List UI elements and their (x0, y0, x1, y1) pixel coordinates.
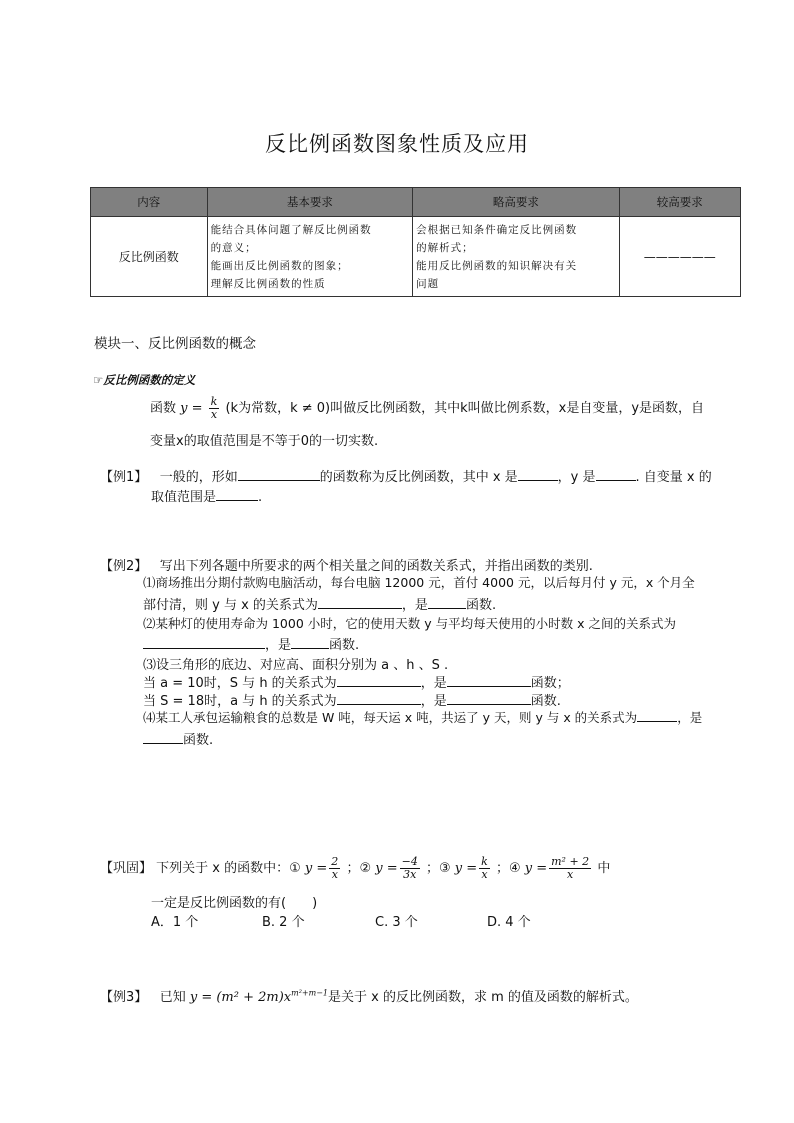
answer-blank[interactable] (143, 731, 183, 744)
definition-heading: ☞反比例函数的定义 (93, 373, 196, 387)
example-2-text: 函数. (465, 598, 497, 613)
fraction-denominator: x (481, 868, 488, 881)
example-2-q4-line-2 (143, 729, 213, 748)
answer-blank[interactable] (318, 596, 402, 609)
example-2-label: 【例2】 (100, 559, 148, 574)
example-3-label: 【例3】 (100, 990, 148, 1005)
example-1-text: 的函数称为反比例函数，其中 x 是 (319, 470, 518, 485)
example-2-text: 函数； (530, 676, 570, 691)
table-header-basic: 基本要求 (207, 188, 413, 217)
option-a[interactable]: A．1 个 (151, 915, 199, 930)
example-1-line-2 (151, 486, 262, 505)
answer-blank[interactable] (447, 692, 531, 705)
formula-option-1 (329, 856, 340, 881)
consolidate-text: ；④ (495, 861, 521, 876)
formula-expression: y = (m² + 2m)x (189, 990, 292, 1005)
answer-blank[interactable] (596, 468, 636, 481)
example-1-text: . 自变量 x 的 (635, 470, 712, 485)
example-1-text: . (258, 490, 263, 505)
answer-blank[interactable] (637, 709, 677, 722)
formula-y: y = (375, 861, 398, 876)
definition-text: (k为常数，k ≠ 0)叫做反比例函数，其中k叫做比例系数，x是自变量，y是函数，自 (225, 401, 705, 416)
table-header-row (91, 188, 741, 217)
fraction-numerator: k (481, 855, 488, 868)
example-3-text: 已知 (159, 990, 186, 1005)
answer-blank[interactable] (337, 692, 421, 705)
table-cell-line: 问题 (416, 277, 440, 290)
consolidate-label: 【巩固】 (100, 861, 153, 876)
formula-exponent: m²+m−1 (291, 988, 328, 998)
example-1-line-1 (100, 466, 712, 485)
option-d[interactable]: D. 4 个 (487, 915, 531, 930)
example-2-text: 函数. (329, 638, 360, 653)
answer-blank[interactable] (518, 468, 558, 481)
answer-blank[interactable] (291, 636, 329, 649)
definition-text: 函数 (150, 401, 177, 416)
example-2-text: 写出下列各题中所要求的两个相关量之间的函数关系式，并指出函数的类别. (159, 559, 593, 574)
example-2-text: ，是 (677, 710, 703, 725)
example-2-q1-line-1: ⑴商场推出分期付款购电脑活动，每台电脑 12000 元，首付 4000 元，以后每月付 y 元，x 个月全 (143, 575, 695, 590)
consolidate-text: 下列关于 x 的函数中：① (156, 861, 301, 876)
fraction-numerator: m² + 2 (551, 855, 590, 868)
example-2-text: ，是 (401, 598, 428, 613)
example-2-q1-line-2 (143, 594, 496, 613)
example-2-text: ，是 (265, 638, 292, 653)
option-c[interactable]: C. 3 个 (375, 915, 418, 930)
answer-blank[interactable] (143, 636, 265, 649)
table-cell-higher (413, 217, 619, 297)
example-2-q3: ⑶设三角形的底边、对应高、面积分别为 a 、h 、S . (143, 658, 449, 673)
table-cell-line: 会根据已知条件确定反比例函数 (416, 223, 578, 236)
example-3-text: 是关于 x 的反比例函数，求 m 的值及函数的解析式。 (328, 990, 638, 1005)
table-cell-content: 反比例函数 (91, 217, 208, 297)
consolidate-text: ；② (346, 861, 372, 876)
example-2-intro (100, 555, 593, 574)
example-2-text: ⑷某工人承包运输粮食的总数是 W 吨，每天运 x 吨，共运了 y 天，则 y 与 x 的关系式为 (143, 710, 638, 725)
answer-blank[interactable] (216, 488, 258, 501)
formula-option-2 (400, 856, 420, 881)
formula-option-3 (479, 856, 490, 881)
page-title: 反比例函数图象性质及应用 (265, 132, 529, 156)
definition-line-2: 变量x的取值范围是不等于0的一切实数. (150, 434, 379, 449)
example-1-label: 【例1】 (100, 470, 148, 485)
table-cell-line: 的意义； (210, 241, 257, 254)
formula-y: y = (180, 401, 203, 416)
formula-y: y = (454, 861, 478, 876)
example-2-q3-line-b (143, 690, 561, 709)
table-header-highest: 较高要求 (619, 188, 740, 217)
example-2-text: 当 S = 18时，a 与 h 的关系式为 (143, 694, 337, 709)
table-cell-line: 能画出反比例函数的图象； (210, 259, 349, 272)
module1-title: 模块一、反比例函数的概念 (94, 336, 256, 352)
option-b[interactable]: B. 2 个 (262, 915, 305, 930)
example-2-text: 函数. (530, 694, 561, 709)
table-header-content: 内容 (91, 188, 208, 217)
formula-y: y = (524, 861, 548, 876)
answer-blank[interactable] (447, 674, 531, 687)
table-cell-line: 能结合具体问题了解反比例函数 (210, 223, 372, 236)
consolidate-line-2: 一定是反比例函数的有( ) (151, 896, 318, 911)
consolidate-line-1 (100, 856, 610, 881)
example-2-text: ，是 (420, 676, 447, 691)
example-2-q2-line-2 (143, 634, 359, 653)
example-2-q4-line-1 (143, 708, 702, 726)
formula-y: y = (304, 861, 328, 876)
example-2-text: 函数. (183, 733, 214, 748)
table-cell-highest: —————— (619, 217, 740, 297)
answer-blank[interactable] (238, 468, 320, 481)
example-1-text: ，y 是 (557, 470, 596, 485)
example-2-text: ，是 (420, 694, 447, 709)
example-2-q2-line-1: ⑵某种灯的使用寿命为 1000 小时，它的使用天数 y 与平均每天使用的小时数 x 之间的关系式为 (143, 616, 676, 631)
table-cell-line: 的解析式； (416, 241, 474, 254)
definition-line-1 (150, 396, 704, 421)
example-1-text: 一般的，形如 (159, 470, 238, 485)
table-row (91, 217, 741, 297)
formula-k-over-x: $\frac{k}{x}$ (210, 395, 218, 421)
requirements-table (90, 187, 741, 297)
example-1-text: 取值范围是 (151, 490, 217, 505)
example-2-text: 部付清，则 y 与 x 的关系式为 (143, 598, 318, 613)
answer-blank[interactable] (337, 674, 421, 687)
table-cell-line: 能用反比例函数的知识解决有关 (416, 259, 578, 272)
table-header-higher: 略高要求 (413, 188, 619, 217)
table-cell-basic (207, 217, 413, 297)
fraction-denominator: x (331, 868, 338, 881)
fraction-numerator: 2 (331, 855, 339, 868)
example-3-line (100, 986, 638, 1005)
example-2-text: 当 a = 10时，S 与 h 的关系式为 (143, 676, 337, 691)
consolidate-text: ；③ (425, 861, 451, 876)
example-2-q3-line-a (143, 672, 570, 691)
answer-blank[interactable] (428, 596, 466, 609)
consolidate-text: 中 (597, 861, 611, 876)
fraction-denominator: 3x (403, 868, 417, 881)
table-cell-line: 理解反比例函数的性质 (210, 277, 326, 290)
fraction-denominator: x (567, 868, 574, 881)
formula-option-4 (549, 856, 591, 881)
fraction-numerator: −4 (401, 855, 418, 868)
